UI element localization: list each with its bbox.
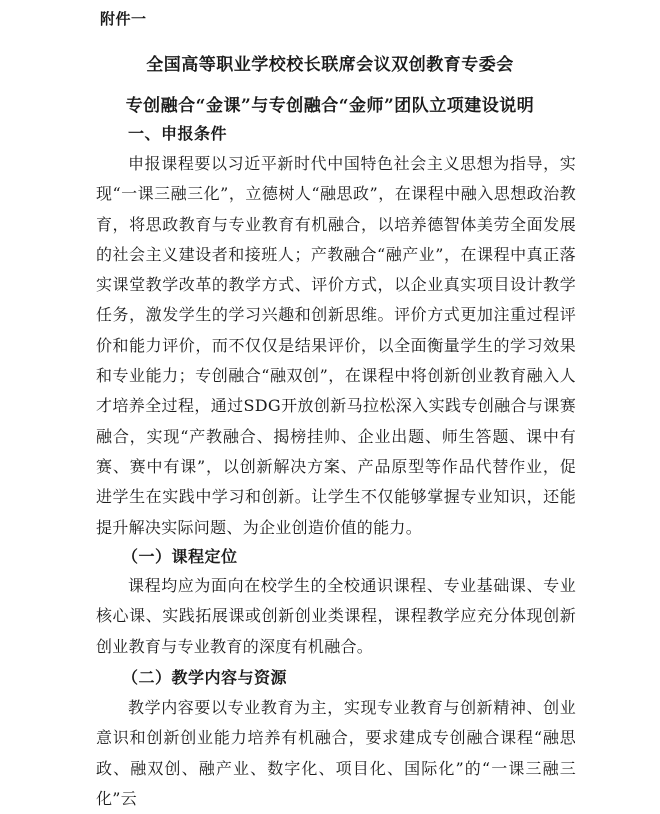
section-heading-application-conditions: 一、申报条件	[128, 124, 228, 143]
paragraph-course-positioning: 课程均应为面向在校学生的全校通识课程、专业基础课、专业核心课、实践拓展课或创新创业类课程，课程教学应充分体现创新创业教育与专业教育的深度有机融合。	[96, 576, 576, 656]
section-heading-course-positioning: （一）课程定位	[122, 547, 238, 566]
paragraph-content-and-resources: 教学内容要以专业教育为主，实现专业教育与创新精神、创业意识和创新创业能力培养有机融合，要求建成专创融合课程“融思政、融双创、融产业、数字化、项目化、国际化”的“一课三融三化”云	[96, 698, 576, 808]
paragraph-application-conditions: 申报课程要以习近平新时代中国特色社会主义思想为指导，实现“一课三融三化”，立德树人“融思政”，在课程中融入思想政治教育，将思政教育与专业教育有机融合，以培养德智体美劳全面发展的社会主义建设者和接班人；产教融合“融产业”，在课程中真正落实课堂教学改革的教学方式、评价方式，以企业真实项目设计教学任务，激发学生的学习兴趣和创新思维。评价方式更加注重过程评价和能力评价，而不仅仅是结果评价，以全面衡量学生的学习效果和专业能力；专创融合“融双创”，在课程中将创新创业教育融入人才培养全过程，通过SDG开放创新马拉松深入实践专创融合与课赛融合，实现“产教融合、揭榜挂帅、企业出题、师生答题、课中有赛、赛中有课”，以创新解决方案、产品原型等作品代替作业，促进学生在实践中学习和创新。让学生不仅能够掌握专业知识，还能提升解决实际问题、为企业创造价值的能力。	[96, 154, 576, 537]
section-heading-content-and-resources: （二）教学内容与资源	[122, 668, 288, 687]
document-title-line-1: 全国高等职业学校校长联席会议双创教育专委会	[146, 55, 514, 75]
annex-label: 附件一	[100, 10, 147, 28]
document-title-line-2: 专创融合“金课”与专创融合“金师”团队立项建设说明	[125, 96, 535, 116]
